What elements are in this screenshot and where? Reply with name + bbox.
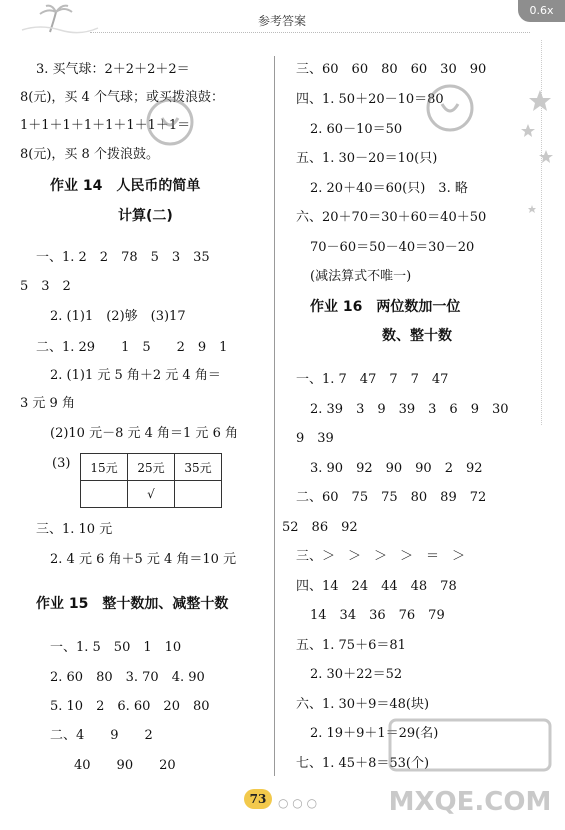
answer-line: 8(元)，买 4 个气球；或买拨浪鼓： bbox=[20, 90, 224, 105]
header-title: 参考答案 bbox=[258, 14, 307, 28]
answer-line: 5 3 2 bbox=[20, 279, 71, 294]
answer-line: 二、4 9 2 bbox=[50, 728, 153, 743]
answer-line: 52 86 92 bbox=[282, 520, 358, 535]
section-heading-15: 作业 15 整十数加、减整十数 bbox=[36, 596, 229, 612]
answer-line: 2. 30＋22＝52 bbox=[310, 667, 403, 682]
section-heading-14: 作业 14 人民币的简单 bbox=[50, 178, 201, 194]
zoom-badge: 0.6x bbox=[518, 0, 565, 22]
answer-line: 1＋1＋1＋1＋1＋1＋1＋1＝ bbox=[20, 118, 191, 133]
answer-line: 8(元)，买 8 个拨浪鼓。 bbox=[20, 147, 159, 162]
check-mark: √ bbox=[128, 481, 175, 508]
answer-line: 40 90 20 bbox=[74, 758, 176, 773]
answer-line: 9 39 bbox=[296, 431, 334, 446]
answer-line: 四、1. 50＋20－10＝80 bbox=[296, 92, 444, 107]
answer-line: 七、1. 45＋8＝53(个) bbox=[296, 756, 430, 771]
answer-line: 一、1. 2 2 78 5 3 35 bbox=[36, 250, 210, 265]
section-subheading-16: 数、整十数 bbox=[382, 328, 452, 344]
answer-line: 2. 4 元 6 角＋5 元 4 角＝10 元 bbox=[50, 552, 237, 567]
answer-line: 5. 10 2 6. 60 20 80 bbox=[50, 699, 210, 714]
watermark-stamp-icon bbox=[420, 78, 480, 138]
header-divider bbox=[90, 32, 530, 33]
answer-line: 二、1. 29 1 5 2 9 1 bbox=[36, 340, 228, 355]
answer-line: 一、1. 5 50 1 10 bbox=[50, 640, 182, 655]
answer-line: 2. 60－10＝50 bbox=[310, 122, 403, 137]
answer-line: 四、14 24 44 48 78 bbox=[296, 579, 457, 594]
answer-line: 六、1. 30＋9＝48(块) bbox=[296, 697, 430, 712]
answer-line: 三、＞ ＞ ＞ ＞ ＝ ＞ bbox=[296, 549, 466, 564]
page-header bbox=[0, 0, 565, 40]
page-number: 73 bbox=[244, 789, 272, 809]
answer-line: (3) bbox=[52, 456, 71, 471]
answer-line: 五、1. 75＋6＝81 bbox=[296, 638, 406, 653]
answer-line: (2)10 元－8 元 4 角＝1 元 6 角 bbox=[50, 426, 238, 441]
site-watermark-icon bbox=[380, 710, 560, 830]
answer-line: (减法算式不唯一) bbox=[310, 269, 412, 284]
decorative-stars-icon bbox=[520, 90, 565, 230]
column-divider bbox=[274, 56, 275, 776]
watermark-stamp-icon bbox=[140, 92, 200, 152]
palm-tree-logo-icon bbox=[20, 4, 100, 34]
answer-line: 二、60 75 75 80 89 72 bbox=[296, 490, 487, 505]
table-cell: 15元 bbox=[81, 454, 128, 481]
answer-line: 五、1. 30－20＝10(只) bbox=[296, 151, 438, 166]
table-cell bbox=[81, 481, 128, 508]
table-cell: 25元 bbox=[128, 454, 175, 481]
answer-line: 70－60＝50－40＝30－20 bbox=[310, 240, 475, 255]
section-heading-16: 作业 16 两位数加一位 bbox=[310, 299, 461, 315]
answer-line: 3 元 9 角 bbox=[20, 396, 75, 411]
answer-line: 2. 19＋9＋1＝29(名) bbox=[310, 726, 439, 741]
watermark-text: MXQE.COM bbox=[388, 787, 552, 817]
answer-line: 3. 90 92 90 90 2 92 bbox=[310, 461, 483, 476]
answer-line: 2. 39 3 9 39 3 6 9 30 bbox=[310, 402, 509, 417]
section-subheading-14: 计算(二) bbox=[118, 208, 173, 224]
footer-dots: ○ ○ ○ bbox=[278, 796, 318, 810]
answer-line: 3. 买气球：2＋2＋2＋2＝ bbox=[36, 62, 190, 77]
answer-line: 六、20＋70＝30＋60＝40＋50 bbox=[296, 210, 487, 225]
answer-line: 2. 20＋40＝60(只) 3. 略 bbox=[310, 181, 468, 196]
table-cell: 35元 bbox=[175, 454, 222, 481]
answer-line: 2. 60 80 3. 70 4. 90 bbox=[50, 670, 205, 685]
answer-line: 2. (1)1 (2)够 (3)17 bbox=[50, 309, 186, 324]
answer-line: 三、60 60 80 60 30 90 bbox=[296, 62, 487, 77]
money-table bbox=[80, 453, 222, 508]
answer-line: 2. (1)1 元 5 角＋2 元 4 角＝ bbox=[50, 368, 221, 383]
table-cell bbox=[175, 481, 222, 508]
answer-line: 三、1. 10 元 bbox=[36, 522, 113, 537]
answer-line: 一、1. 7 47 7 7 47 bbox=[296, 372, 449, 387]
answer-line: 14 34 36 76 79 bbox=[310, 608, 445, 623]
